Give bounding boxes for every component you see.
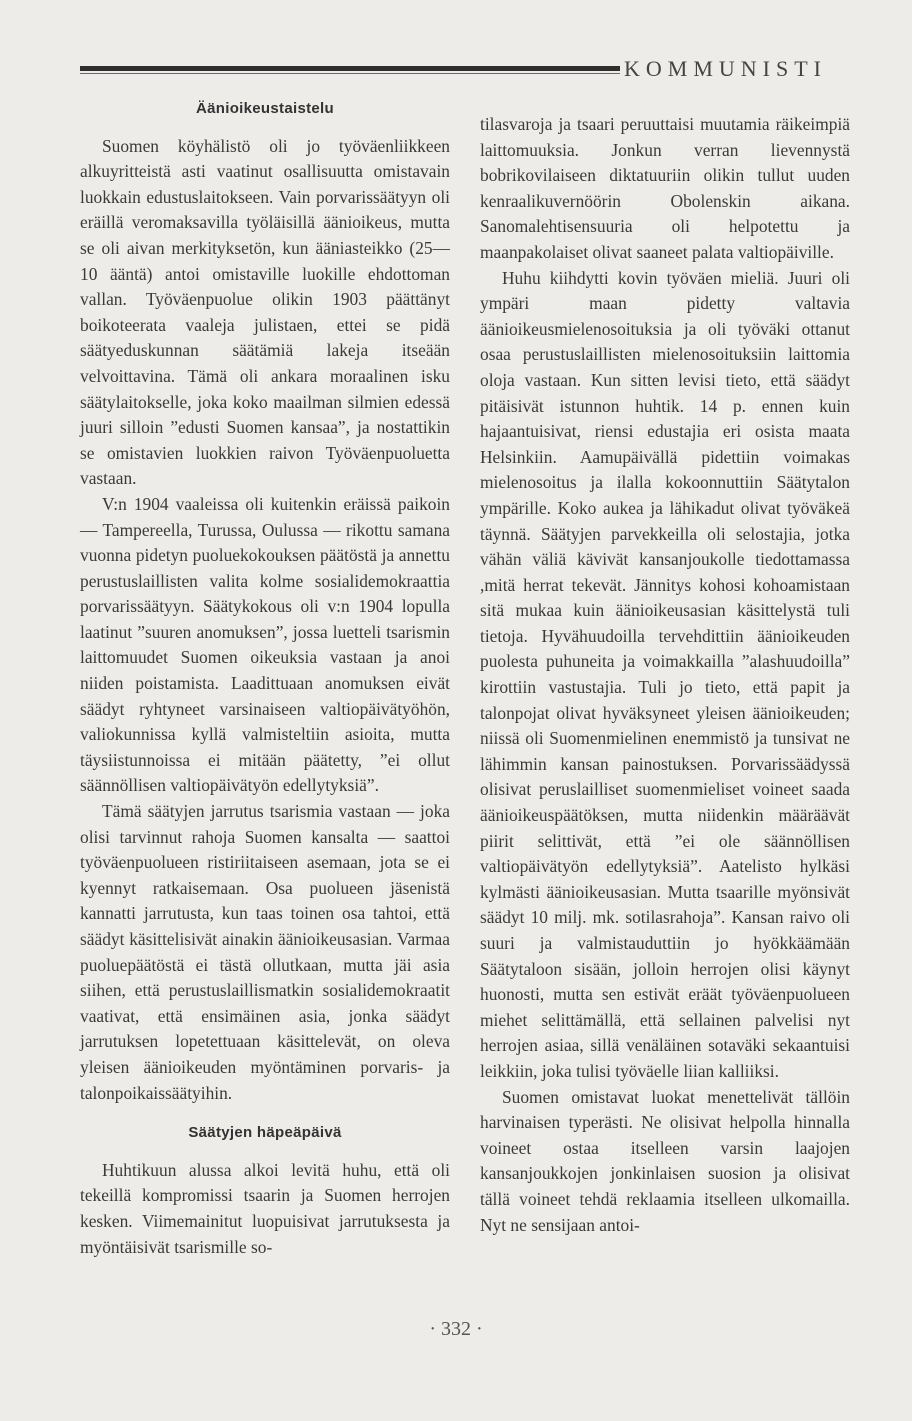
paragraph: Tämä säätyjen jarrutus tsarismia vastaan — joka olisi tarvinnut rahoja Suomen kansalta — saattoi työväenpuolueen ristiriitaiseen asemaan, jota se ei kyennyt ratkaisemaan. Osa puolueen jäsenistä kannatti jarrutusta, kun taas toinen osa tahtoi, että säädyt käsittelisivät ainakin äänioikeusasian. Varmaa puoluepäätöstä ei tästä ollutkaan, mutta jäi asia siihen, että perustuslaillismatkin sosialidemokraatit vaativat, että ensimäinen asia, jonka säädyt jarrutuksen lopetettuaan käsittelevät, on oleva yleisen äänioikeuden myöntäminen porvaris- ja talonpoikaissäätyihin. bbox=[80, 801, 450, 1103]
page-number: · 332 · bbox=[429, 1318, 483, 1340]
paragraph: Huhu kiihdytti kovin työväen mieliä. Juuri oli ympäri maan pidetty valtavia äänioikeusmielenosoituksia ja oli työväki ottanut osaa perustuslaillisten mielenosoituksiin laittomia oloja vastaan. Kun sitten levisi tieto, että säädyt pitäisivät istunnon huhtik. 14 p. ennen kuin hajaantuisivat, riensi edustajia eri osista maata Helsinkiin. Aamupäivällä pidettiin voimakas mielenosoitus ja ilalla kokoonnuttiin Säätytalon ympärille. Koko aukea ja lähikadut olivat työväkeä täynnä. Säätyjen parvekkeilla oli selostajia, jotka vähän väliä kävivät kansanjoukolle tiedottamassa ,mitä herrat tekevät. Jännitys kohosi kohoamistaan sitä mukaa kuin äänioikeusasian käsittelystä tuli tietoja. Hyvähuudoilla tervehdittiin äänioikeuden puolesta puhuneita ja voimakkailla ”alashuudoilla” kirottiin vastustajia. Tuli jo tieto, että papit ja talonpojat olivat hyväksyneet yleisen äänioikeuden; niissä oli Suomenmielinen enemmistö ja tunsivat ne lähimmin kansan painostuksen. Porvarissäädyssä olisivat peruslailliset suomenmieliset voineet saada äänioikeuspäätöksen, mutta niidenkin määräävät piirit selittivät, että ”ei ole säännöllisen valtiopäivätyön edellytyksiä”. Aatelisto hylkäsi kylmästi äänioikeusasian. Mutta tsaarille myönsivät säädyt 10 milj. mk. sotilasrahoja”. Kansan raivo oli suuri ja valmistauduttiin jo hyökkäämään Säätytaloon sisään, jolloin herrojen olisi käynyt huonosti, mutta sen estivät eräät työväenpuolueen miehet selittämällä, että sellainen palvelisi nyt herrojen asiaa, sillä venäläinen sotaväki sekaantuisi leikkiin, joka tulisi työväelle liian kalliiksi. bbox=[480, 267, 850, 1081]
right-column bbox=[480, 112, 850, 1238]
section-heading: Äänioikeustaistelu bbox=[196, 100, 334, 117]
paragraph: tilasvaroja ja tsaari peruuttaisi muutamia räikeimpiä laittomuuksia. Jonkun verran lievennystä bobrikovilaiseen diktatuuriin olikin tullut uuden kenraalikuvernöörin Obolenskin aikana. Sanomalehtisensuuria oli helpotettu ja maanpakolaiset olivat saaneet palata valtiopäiville. bbox=[480, 114, 850, 262]
section-heading: Säätyjen häpeäpäivä bbox=[188, 1124, 342, 1142]
paragraph: Suomen omistavat luokat menettelivät tällöin harvinaisen typerästi. Ne olisivat helpolla hinnalla voineet ostaa itselleen varsin laajojen kansanjoukkojen jonkinlaisen suosion ja olisivat tällä voineet tehdä reklaamia itselleen ulkomailla. Nyt ne sensijaan antoi- bbox=[480, 1086, 850, 1235]
running-title: KOMMUNISTI bbox=[624, 56, 827, 81]
paragraph: Suomen köyhälistö oli jo työväenliikkeen alkuyritteistä asti vaatinut osallisuutta omistavain luokkain edustuslaitokseen. Vain porvarissäätyyn oli eräillä veromaksavilla työläisillä äänioikeus, mutta se oli aivan merkityksetön, kun ääniasteikko (25—10 ääntä) antoi omistaville luokille ehdottoman vallan. Työväenpuolue olikin 1903 päättänyt boikoteerata vaaleja julistaen, ettei se pidä säätyeduskunnan säätämiä lakeja itseään velvoittavina. Tämä oli ankara moraalinen isku säätylaitokselle, joka koko maailman silmien edessä juuri silloin ”edusti Suomen kansaa”, ja nostattikin se omistavien luokkien raivon Työväenpuoluetta vastaan. bbox=[80, 135, 450, 489]
left-column bbox=[80, 96, 450, 1260]
header-rule-thin bbox=[80, 73, 620, 74]
paragraph: Huhtikuun alussa alkoi levitä huhu, että oli tekeillä kompromissi tsaarin ja Suomen herrojen kesken. Viimemainitut luopuisivat jarrutuksesta ja myöntäisivät tsarismille so- bbox=[80, 1159, 450, 1257]
paragraph: V:n 1904 vaaleissa oli kuitenkin eräissä paikoin — Tampereella, Turussa, Oulussa — rikottu samana vuonna pidetyn puoluekokouksen päätöstä ja annettu perustuslaillisten valita kolme sosialidemokraattia porvarissäätyyn. Säätykokous oli v:n 1904 lopulla laatinut ”suuren anomuksen”, jossa luetteli tsarismin laittomuudet Suomen oikeuksia vastaan ja anoi niiden poistamista. Laadittuaan anomuksen eivät säädyt ryhtyneet varsinaiseen valtiopäivätyöhön, valiokunnissa kyllä valmisteltiin asioita, mutta täysiistunnoissa ei mitään päätetty, ”ei ollut säännöllisen valtiopäivätyön edellytyksiä”. bbox=[80, 493, 450, 796]
header-rule bbox=[80, 66, 620, 71]
